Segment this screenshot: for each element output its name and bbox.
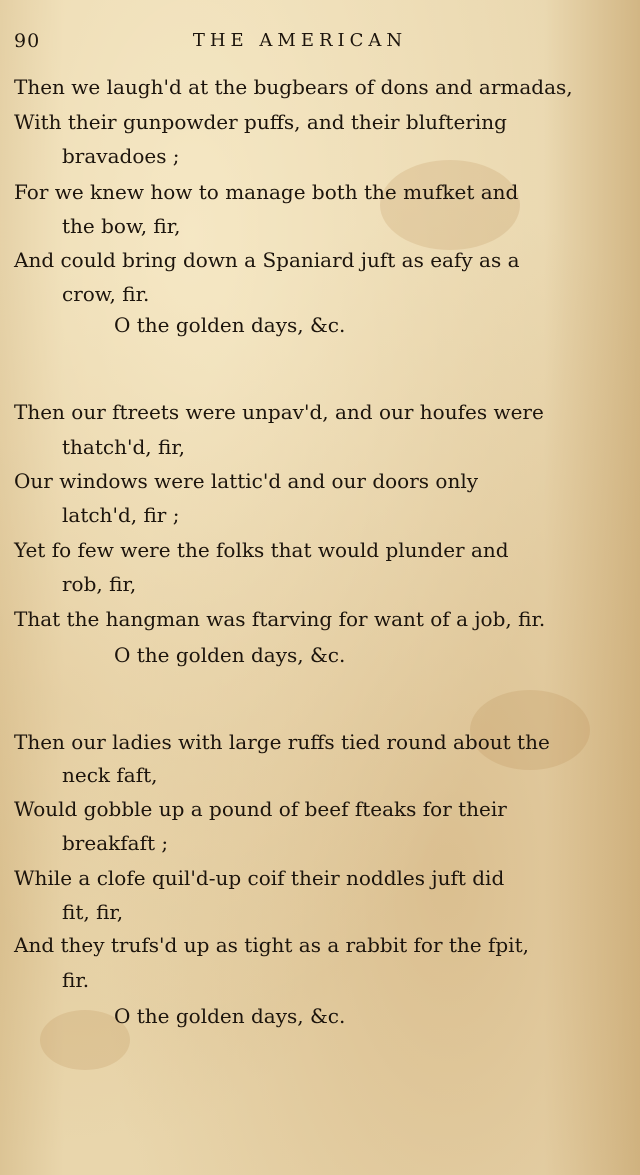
refrain-line: O the golden days, &c. <box>114 643 346 667</box>
verse-line: Then our ladies with large ruffs tied round about the <box>14 730 550 754</box>
verse-line: rob, fir, <box>62 572 137 596</box>
verse-line: breakfaft ; <box>62 831 169 855</box>
verse-line: the bow, fir, <box>62 214 181 238</box>
verse-line: And they trufs'd up as tight as a rabbit for the fpit, <box>14 933 529 957</box>
running-title: THE AMERICAN <box>192 30 408 51</box>
verse-line: And could bring down a Spaniard juft as eafy as a <box>14 248 520 272</box>
verse-line: Then our ftreets were unpav'd, and our houfes were <box>14 400 544 424</box>
refrain-line: O the golden days, &c. <box>114 313 346 337</box>
verse-line: Our windows were lattic'd and our doors only <box>14 469 479 493</box>
verse-line: Yet fo few were the folks that would plunder and <box>14 538 509 562</box>
page-header <box>0 30 640 56</box>
verse-line: For we knew how to manage both the mufket and <box>14 180 519 204</box>
paper-stain <box>380 160 520 250</box>
page-number: 90 <box>14 30 41 52</box>
verse-line: latch'd, fir ; <box>62 503 180 527</box>
verse-line: neck faft, <box>62 763 158 787</box>
verse-line: thatch'd, fir, <box>62 435 186 459</box>
verse-line: Would gobble up a pound of beef fteaks for their <box>14 797 507 821</box>
refrain-line: O the golden days, &c. <box>114 1004 346 1028</box>
verse-line: With their gunpowder puffs, and their bluftering <box>14 110 507 134</box>
verse-line: While a clofe quil'd-up coif their noddles juft did <box>14 866 505 890</box>
verse-line: That the hangman was ftarving for want of a job, fir. <box>14 607 546 631</box>
verse-line: bravadoes ; <box>62 144 180 168</box>
verse-line: fir. <box>62 968 90 992</box>
verse-line: crow, fir. <box>62 282 150 306</box>
verse-line: fit, fir, <box>62 900 124 924</box>
verse-line: Then we laugh'd at the bugbears of dons and armadas, <box>14 75 573 99</box>
